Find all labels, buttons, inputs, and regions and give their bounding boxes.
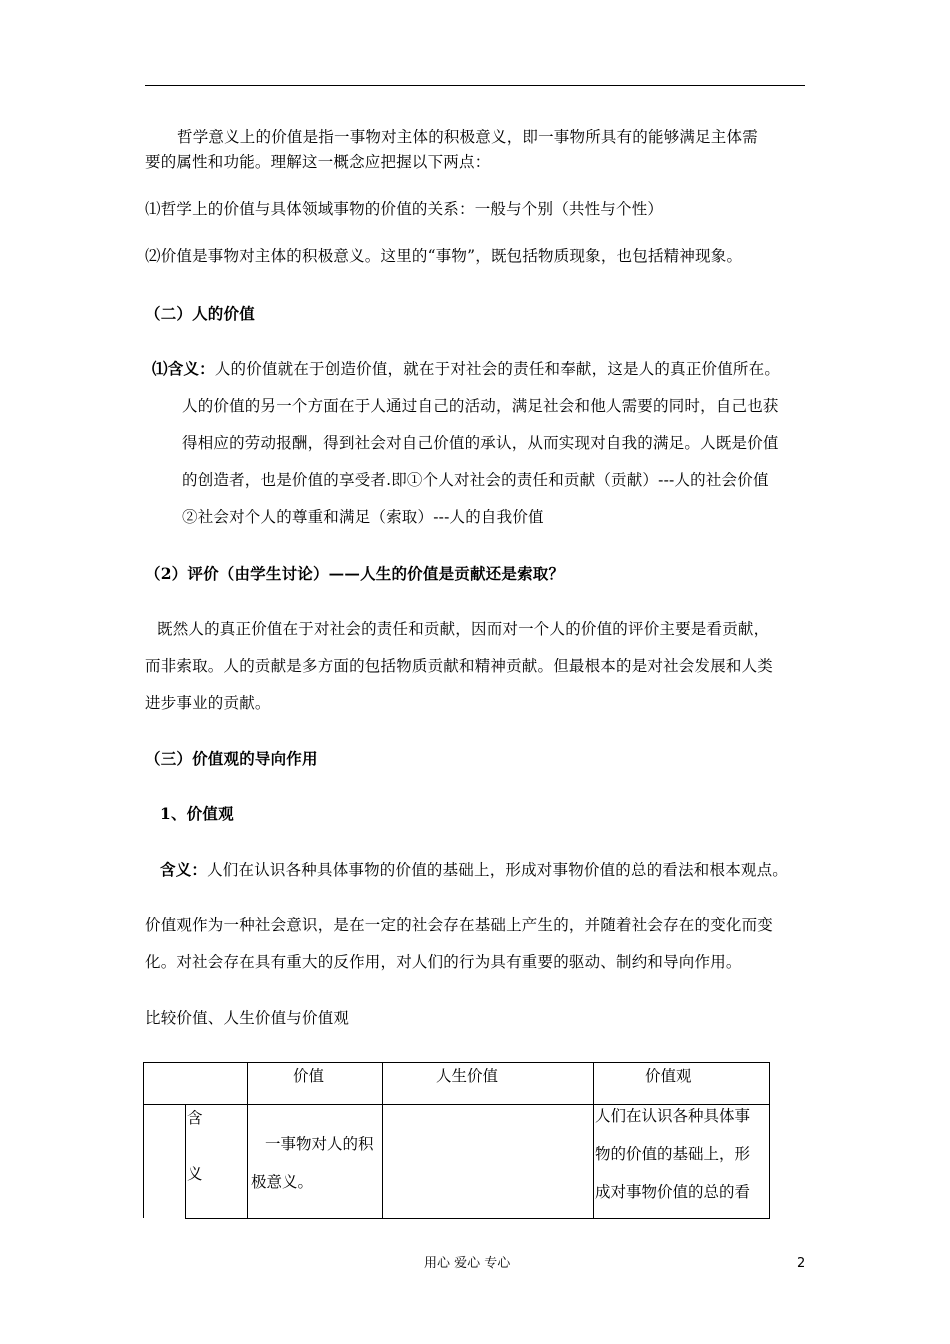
footer-center-text: 用心 爱心 专心	[424, 1256, 511, 1271]
table-header-value-view: 价值观	[645, 1067, 692, 1085]
intro-point-2: ⑵价值是事物对主体的积极意义。这里的“事物”，既包括物质现象，也包括精神现象。	[145, 247, 743, 265]
value-view-line-1: 价值观作为一种社会意识，是在一定的社会存在基础上产生的，并随着社会存在的变化而变	[145, 916, 774, 934]
section-2-meaning-line-5: ②社会对个人的尊重和满足（索取）---人的自我价值	[182, 508, 544, 526]
evaluation-line-3: 进步事业的贡献。	[145, 694, 271, 712]
table-cell-view-line-3: 成对事物价值的总的看	[595, 1183, 751, 1201]
table-border-col-1	[247, 1062, 248, 1219]
meaning-label-2: 含义：	[160, 860, 208, 879]
section-3-meaning	[160, 860, 788, 880]
table-cell-value-line-1: 一事物对人的积	[265, 1135, 374, 1153]
meaning-text-2: 人们在认识各种具体事物的价值的基础上，形成对事物价值的总的看法和根本观点。	[207, 861, 789, 879]
evaluation-line-1: 既然人的真正价值在于对社会的责任和贡献，因而对一个人的价值的评价主要是看贡献，	[157, 620, 770, 638]
section-3-heading: （三）价值观的导向作用	[145, 749, 318, 768]
table-header-value: 价值	[293, 1067, 325, 1085]
evaluation-heading: （2）评价（由学生讨论）——人生的价值是贡献还是索取？	[145, 564, 565, 583]
section-2-meaning-line-3: 得相应的劳动报酬，得到社会对自己价值的承认，从而实现对自我的满足。人既是价值	[182, 434, 779, 452]
meaning-label: ⑴含义：	[152, 359, 215, 378]
evaluation-line-2: 而非索取。人的贡献是多方面的包括物质贡献和精神贡献。但最根本的是对社会发展和人类	[145, 657, 774, 675]
table-header-life-value: 人生价值	[436, 1067, 499, 1085]
table-border-top	[143, 1062, 770, 1063]
table-border-col-3	[593, 1062, 594, 1219]
comparison-title: 比较价值、人生价值与价值观	[145, 1009, 350, 1027]
section-3-subheading: 1、价值观	[160, 804, 234, 823]
intro-line-2: 要的属性和功能。理解这一概念应把握以下两点：	[145, 153, 491, 171]
table-cell-value-line-2: 极意义。	[251, 1173, 314, 1191]
value-view-line-2: 化。对社会存在具有重大的反作用，对人们的行为具有重要的驱动、制约和导向作用。	[145, 953, 742, 971]
table-border-header	[143, 1104, 770, 1105]
section-2-meaning-line-4: 的创造者，也是价值的享受者.即①个人对社会的责任和贡献（贡献）---人的社会价值	[182, 471, 769, 489]
header-rule	[145, 85, 805, 86]
intro-point-1: ⑴哲学上的价值与具体领域事物的价值的关系：一般与个别（共性与个性）	[145, 200, 664, 218]
section-2-meaning-line-1	[152, 359, 780, 379]
table-border-label	[185, 1104, 186, 1219]
table-row-label-1: 含	[187, 1109, 203, 1127]
table-border-col-2	[382, 1062, 383, 1219]
table-cell-view-line-2: 物的价值的基础上，形	[595, 1145, 751, 1163]
table-row-label-2: 义	[187, 1165, 203, 1183]
table-border-row	[185, 1218, 770, 1219]
section-2-meaning-line-2: 人的价值的另一个方面在于人通过自己的活动，满足社会和他人需要的同时，自己也获	[182, 397, 779, 415]
table-border-right	[769, 1062, 770, 1219]
intro-line-1: 哲学意义上的价值是指一事物对主体的积极意义，即一事物所具有的能够满足主体需	[177, 128, 758, 146]
page-number: 2	[797, 1256, 806, 1271]
section-2-heading: （二）人的价值	[145, 304, 255, 323]
meaning-text: 人的价值就在于创造价值，就在于对社会的责任和奉献，这是人的真正价值所在。	[214, 360, 781, 378]
table-cell-view-line-1: 人们在认识各种具体事	[595, 1107, 751, 1125]
table-border-left	[143, 1062, 144, 1218]
